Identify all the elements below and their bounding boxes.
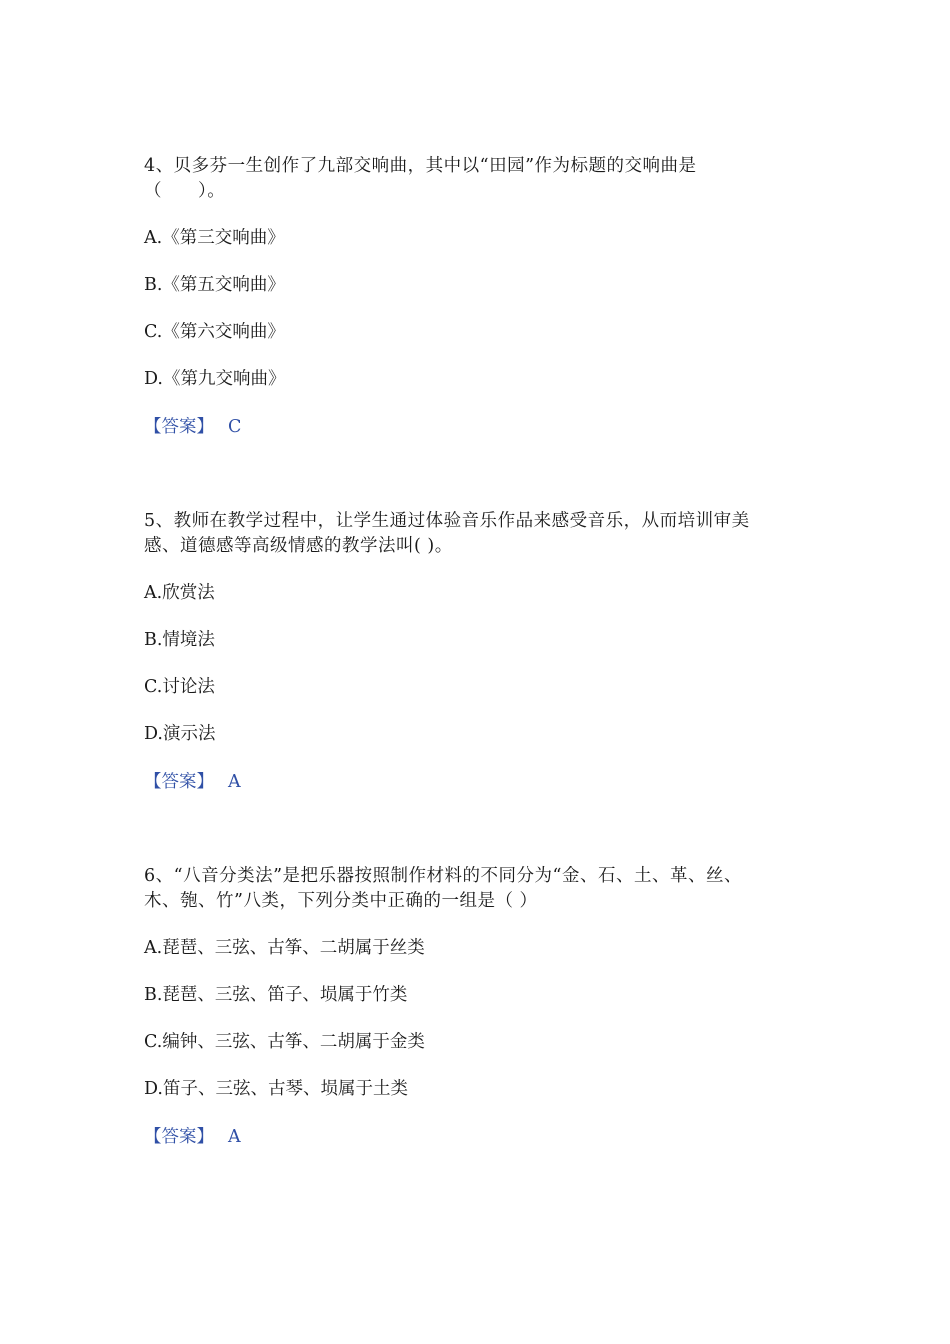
option-c: C.编钟、三弦、古筝、二胡属于金类 bbox=[144, 1032, 425, 1052]
option-b: B.情境法 bbox=[144, 630, 215, 650]
stem-line: 6、“八音分类法”是把乐器按照制作材料的不同分为“金、石、土、革、丝、 bbox=[144, 866, 742, 886]
answer bbox=[144, 770, 241, 795]
answer bbox=[144, 415, 241, 440]
question-5 bbox=[144, 509, 814, 792]
option-b: B.琵琶、三弦、笛子、埙属于竹类 bbox=[144, 985, 408, 1005]
question-stem bbox=[144, 864, 814, 914]
option-d: D.演示法 bbox=[144, 724, 216, 744]
option-a: A.琵琶、三弦、古筝、二胡属于丝类 bbox=[144, 938, 425, 958]
answer-tag: 【答案】 bbox=[144, 1127, 214, 1147]
answer-value: C bbox=[228, 417, 242, 437]
question-6 bbox=[144, 864, 814, 1147]
stem-line: 4、贝多芬一生创作了九部交响曲，其中以“田园”作为标题的交响曲是 bbox=[144, 156, 697, 176]
answer-tag: 【答案】 bbox=[144, 772, 214, 792]
option-d: D.《第九交响曲》 bbox=[144, 369, 286, 389]
answer-tag: 【答案】 bbox=[144, 417, 214, 437]
stem-line: 木、匏、竹”八类，下列分类中正确的一组是（ ） bbox=[144, 891, 538, 911]
option-b: B.《第五交响曲》 bbox=[144, 275, 285, 295]
stem-line: 5、教师在教学过程中，让学生通过体验音乐作品来感受音乐，从而培训审美 bbox=[144, 511, 750, 531]
answer-value: A bbox=[228, 772, 241, 792]
question-stem bbox=[144, 509, 814, 559]
question-4 bbox=[144, 154, 814, 437]
question-stem bbox=[144, 154, 814, 204]
option-d: D.笛子、三弦、古琴、埙属于土类 bbox=[144, 1079, 408, 1099]
stem-line: （ ）。 bbox=[144, 181, 226, 201]
option-a: A.欣赏法 bbox=[144, 583, 215, 603]
answer bbox=[144, 1125, 241, 1150]
option-a: A.《第三交响曲》 bbox=[144, 228, 285, 248]
option-c: C.《第六交响曲》 bbox=[144, 322, 285, 342]
stem-line: 感、道德感等高级情感的教学法叫( )。 bbox=[144, 536, 453, 556]
answer-value: A bbox=[228, 1127, 241, 1147]
option-c: C.讨论法 bbox=[144, 677, 215, 697]
